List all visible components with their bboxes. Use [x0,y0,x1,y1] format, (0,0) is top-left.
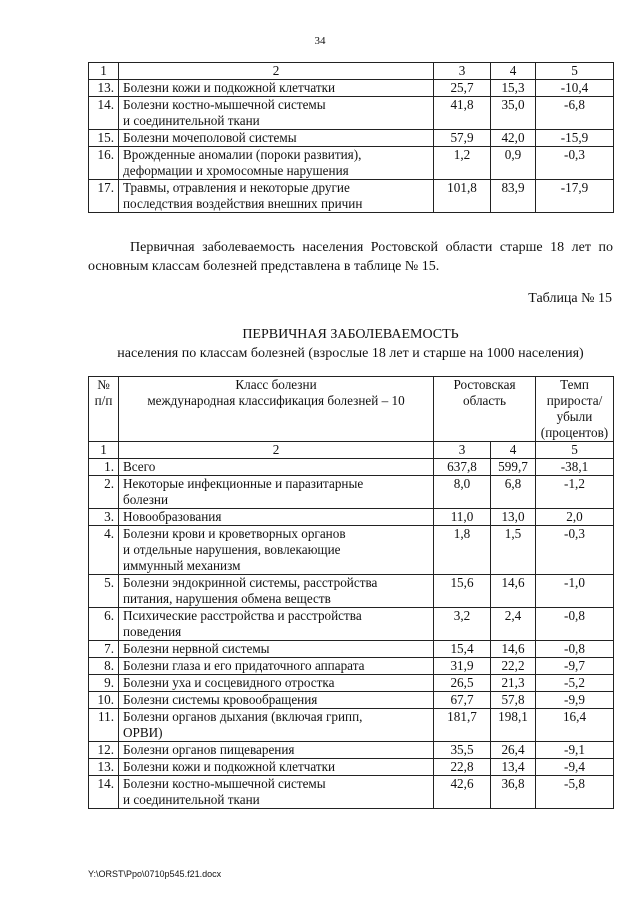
disease-class-name: Некоторые инфекционные и паразитарные болезни [119,476,434,509]
value-v5: -0,8 [536,608,614,641]
value-v4: 2,4 [491,608,536,641]
value-v4: 6,8 [491,476,536,509]
table-row [89,526,614,575]
value-v4: 83,9 [491,180,536,213]
value-v5: -1,2 [536,476,614,509]
row-number: 15. [89,130,119,147]
header-rate: Темп прироста/ убыли (процентов) [536,377,614,442]
value-v4: 26,4 [491,742,536,759]
value-v4: 57,8 [491,692,536,709]
table-row [89,180,614,213]
value-v4: 198,1 [491,709,536,742]
row-number: 11. [89,709,119,742]
row-number: 10. [89,692,119,709]
value-v5: -0,3 [536,526,614,575]
value-v4: 35,0 [491,97,536,130]
disease-class-name: Болезни нервной системы [119,641,434,658]
header-class: Класс болезни международная классификация болезней – 10 [119,377,434,442]
table-row [89,692,614,709]
col-number: 5 [536,442,614,459]
row-number: 14. [89,97,119,130]
value-v5: -9,7 [536,658,614,675]
table-row [89,759,614,776]
table-subtitle: населения по классам болезней (взрослые 18 лет и старше на 1000 населения) [117,346,584,361]
row-number: 2. [89,476,119,509]
table-row [89,509,614,526]
table-row [89,80,614,97]
row-number: 14. [89,776,119,809]
value-v4: 599,7 [491,459,536,476]
value-v3: 25,7 [434,80,491,97]
value-v5: -9,1 [536,742,614,759]
row-number: 1. [89,459,119,476]
value-v5: -5,2 [536,675,614,692]
value-v3: 41,8 [434,97,491,130]
row-number: 13. [89,759,119,776]
value-v5: -38,1 [536,459,614,476]
value-v5: -9,4 [536,759,614,776]
value-v3: 35,5 [434,742,491,759]
disease-class-name: Болезни костно-мышечной системы и соединительной ткани [119,97,434,130]
value-v5: -15,9 [536,130,614,147]
col-number: 4 [491,63,536,80]
table-row [89,147,614,180]
col-number: 1 [89,442,119,459]
value-v4: 13,0 [491,509,536,526]
row-number: 8. [89,658,119,675]
row-number: 7. [89,641,119,658]
row-number: 16. [89,147,119,180]
value-v3: 57,9 [434,130,491,147]
value-v3: 1,8 [434,526,491,575]
col-number: 3 [434,63,491,80]
value-v5: -17,9 [536,180,614,213]
value-v4: 14,6 [491,641,536,658]
table-header-row [89,377,614,442]
value-v5: -10,4 [536,80,614,97]
value-v5: -1,0 [536,575,614,608]
table-row [89,776,614,809]
disease-class-name: Болезни глаза и его придаточного аппарата [119,658,434,675]
value-v3: 26,5 [434,675,491,692]
col-number: 2 [119,442,434,459]
table-row [89,641,614,658]
value-v4: 1,5 [491,526,536,575]
disease-class-name: Болезни органов дыхания (включая грипп, ОРВИ) [119,709,434,742]
table-row [89,459,614,476]
value-v3: 31,9 [434,658,491,675]
disease-class-name: Болезни костно-мышечной системы и соединительной ткани [119,776,434,809]
value-v5: -0,3 [536,147,614,180]
disease-class-name: Болезни крови и кроветворных органов и отдельные нарушения, вовлекающие иммунный механизм [119,526,434,575]
value-v4: 36,8 [491,776,536,809]
table-row [89,709,614,742]
disease-class-name: Болезни кожи и подкожной клетчатки [119,759,434,776]
disease-class-name: Травмы, отравления и некоторые другие последствия воздействия внешних причин [119,180,434,213]
row-number: 4. [89,526,119,575]
col-number: 5 [536,63,614,80]
value-v3: 3,2 [434,608,491,641]
value-v5: -9,9 [536,692,614,709]
disease-class-name: Болезни кожи и подкожной клетчатки [119,80,434,97]
value-v5: -0,8 [536,641,614,658]
value-v4: 22,2 [491,658,536,675]
table-row [89,742,614,759]
value-v5: -5,8 [536,776,614,809]
row-number: 12. [89,742,119,759]
value-v3: 42,6 [434,776,491,809]
disease-class-name: Болезни эндокринной системы, расстройства питания, нарушения обмена веществ [119,575,434,608]
header-num: № п/п [89,377,119,442]
page-number: 34 [314,35,326,47]
row-number: 6. [89,608,119,641]
value-v5: -6,8 [536,97,614,130]
col-number: 2 [119,63,434,80]
table-row [89,130,614,147]
value-v3: 11,0 [434,509,491,526]
table-row [89,575,614,608]
table-row [89,476,614,509]
table-continued [88,62,614,213]
value-v4: 14,6 [491,575,536,608]
value-v3: 1,2 [434,147,491,180]
value-v3: 637,8 [434,459,491,476]
value-v4: 21,3 [491,675,536,692]
header-region: Ростовская область [434,377,536,442]
value-v5: 16,4 [536,709,614,742]
value-v4: 42,0 [491,130,536,147]
value-v5: 2,0 [536,509,614,526]
disease-class-name: Болезни уха и сосцевидного отростка [119,675,434,692]
row-number: 5. [89,575,119,608]
body-paragraph: Первичная заболеваемость населения Ростовской области старше 18 лет по основным классам болезней представлена в таблице № 15. [88,240,613,274]
col-number: 1 [89,63,119,80]
table-row [89,675,614,692]
value-v4: 0,9 [491,147,536,180]
table-label: Таблица № 15 [528,291,612,306]
disease-class-name: Психические расстройства и расстройства поведения [119,608,434,641]
col-number: 4 [491,442,536,459]
col-number: 3 [434,442,491,459]
value-v3: 101,8 [434,180,491,213]
table-row [89,97,614,130]
table-15 [88,376,614,809]
table-row [89,658,614,675]
value-v3: 15,6 [434,575,491,608]
disease-class-name: Новообразования [119,509,434,526]
disease-class-name: Врожденные аномалии (пороки развития), деформации и хромосомные нарушения [119,147,434,180]
value-v3: 67,7 [434,692,491,709]
table-row [89,608,614,641]
value-v4: 13,4 [491,759,536,776]
value-v3: 181,7 [434,709,491,742]
value-v4: 15,3 [491,80,536,97]
row-number: 9. [89,675,119,692]
disease-class-name: Болезни мочеполовой системы [119,130,434,147]
disease-class-name: Болезни системы кровообращения [119,692,434,709]
table-column-numbers [89,63,614,80]
value-v3: 8,0 [434,476,491,509]
row-number: 17. [89,180,119,213]
disease-class-name: Болезни органов пищеварения [119,742,434,759]
table-title: ПЕРВИЧНАЯ ЗАБОЛЕВАЕМОСТЬ [242,327,459,342]
row-number: 3. [89,509,119,526]
value-v3: 22,8 [434,759,491,776]
disease-class-name: Всего [119,459,434,476]
footer-file-path: Y:\ORST\Ppo\0710p545.f21.docx [88,869,222,879]
table-column-numbers [89,442,614,459]
value-v3: 15,4 [434,641,491,658]
row-number: 13. [89,80,119,97]
